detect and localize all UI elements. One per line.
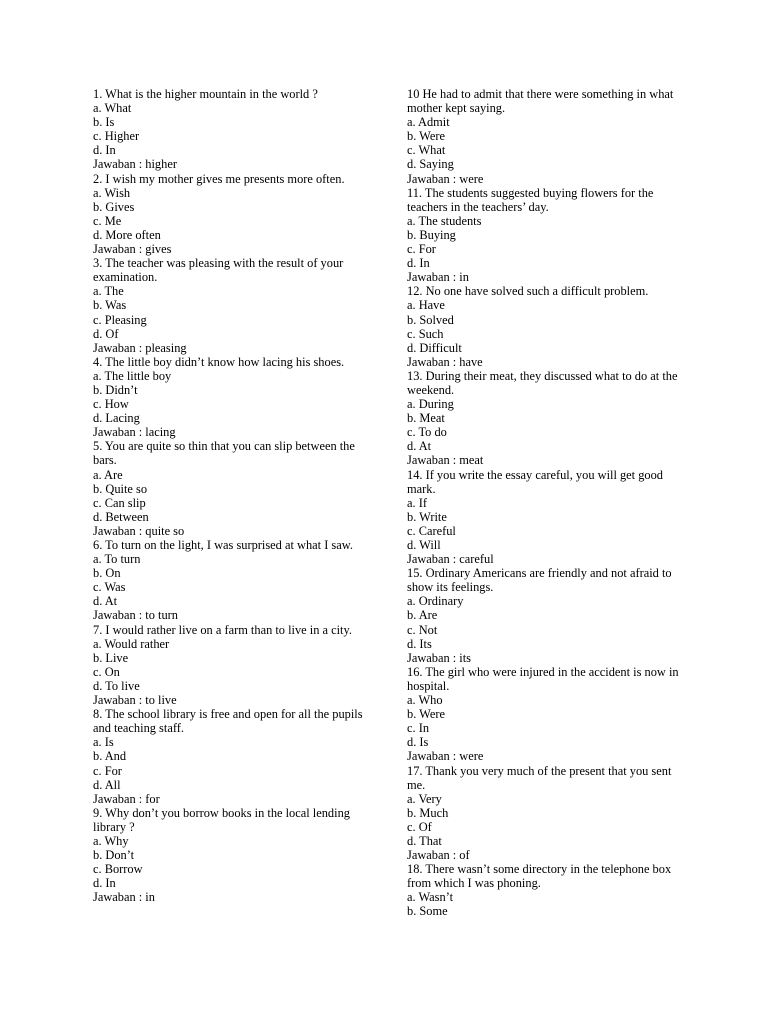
answer-option: d. In xyxy=(93,143,116,158)
answer-option: b. Some xyxy=(407,904,448,919)
right-column xyxy=(407,87,682,919)
question-text: 6. To turn on the light, I was surprised at what I saw. xyxy=(93,538,353,552)
answer-key: Jawaban : in xyxy=(407,270,469,285)
left-column xyxy=(93,87,373,904)
answer-key: Jawaban : in xyxy=(93,890,155,905)
answer-option: b. Didn’t xyxy=(93,382,138,397)
answer-option: b. Buying xyxy=(407,227,456,242)
answer-option: b. Gives xyxy=(93,199,135,214)
answer-option: d. All xyxy=(93,777,121,792)
answer-option: a. Why xyxy=(93,833,129,848)
answer-option: a. Wish xyxy=(93,185,131,200)
answer-option: b. Are xyxy=(407,608,438,623)
question-block xyxy=(407,665,682,764)
answer-option: c. In xyxy=(407,721,430,736)
answer-option: d. In xyxy=(407,256,430,271)
answer-option: b. Is xyxy=(93,115,115,130)
answer-option: b. Were xyxy=(407,707,445,722)
question-text: 18. There wasn’t some directory in the telephone box from which I was phoning. xyxy=(407,862,672,891)
question-block xyxy=(407,369,682,468)
answer-key: Jawaban : pleasing xyxy=(93,340,187,355)
question-text: 2. I wish my mother gives me presents more often. xyxy=(93,171,345,186)
question-text: 15. Ordinary Americans are friendly and not afraid to show its feelings. xyxy=(407,566,672,595)
answer-option: b. Don’t xyxy=(93,848,135,863)
answer-option: b. Solved xyxy=(407,312,454,327)
answer-key: Jawaban : to turn xyxy=(93,608,178,623)
answer-key: Jawaban : careful xyxy=(407,552,494,567)
answer-option: a. The little boy xyxy=(93,368,172,383)
answer-option: c. To do xyxy=(407,425,447,440)
question-block xyxy=(93,355,373,440)
answer-option: b. Write xyxy=(407,509,447,524)
answer-option: c. On xyxy=(93,664,120,679)
answer-option: d. More often xyxy=(93,227,161,242)
answer-option: b. Quite so xyxy=(93,481,148,496)
answer-option: d. Of xyxy=(93,326,119,341)
answer-option: a. If xyxy=(407,495,427,510)
answer-option: a. Are xyxy=(93,467,123,482)
question-text: 7. I would rather live on a farm than to live in a city. xyxy=(93,622,352,637)
answer-option: a. During xyxy=(407,397,454,412)
question-text: 8. The school library is free and open for all the pupils and teaching staff. xyxy=(93,707,363,736)
answer-key: Jawaban : lacing xyxy=(93,425,176,440)
question-text: 13. During their meat, they discussed what to do at the weekend. xyxy=(407,368,678,397)
answer-key: Jawaban : of xyxy=(407,848,470,863)
answer-option: b. And xyxy=(93,749,127,764)
answer-key: Jawaban : higher xyxy=(93,157,177,172)
answer-key: Jawaban : its xyxy=(407,650,472,665)
question-block xyxy=(93,87,373,172)
question-block xyxy=(93,538,373,623)
question-block xyxy=(407,566,682,665)
answer-option: c. For xyxy=(93,763,122,778)
answer-option: a. Who xyxy=(407,693,443,708)
question-text: 3. The teacher was pleasing with the result of your examination. xyxy=(93,256,344,285)
answer-option: c. Pleasing xyxy=(93,312,147,327)
question-text: 4. The little boy didn’t know how lacing his shoes. xyxy=(93,354,345,369)
question-text: 9. Why don’t you borrow books in the local lending library ? xyxy=(93,805,350,834)
answer-option: a. The xyxy=(93,284,124,299)
answer-option: b. Meat xyxy=(407,411,445,426)
answer-option: b. Was xyxy=(93,298,127,313)
answer-option: c. Can slip xyxy=(93,495,146,510)
answer-option: d. At xyxy=(407,439,432,454)
answer-option: c. Not xyxy=(407,622,438,637)
answer-key: Jawaban : gives xyxy=(93,242,172,257)
question-text: 10 He had to admit that there were something in what mother kept saying. xyxy=(407,87,674,116)
answer-key: Jawaban : for xyxy=(93,791,160,806)
answer-option: a. To turn xyxy=(93,552,141,567)
answer-option: c. Me xyxy=(93,213,122,228)
question-block xyxy=(93,707,373,806)
question-block xyxy=(93,439,373,538)
question-text: 16. The girl who were injured in the accident is now in hospital. xyxy=(407,664,679,693)
answer-option: b. On xyxy=(93,566,121,581)
answer-option: c. Such xyxy=(407,326,444,341)
answer-key: Jawaban : were xyxy=(407,171,484,186)
answer-option: a. Very xyxy=(407,791,442,806)
question-text: 12. No one have solved such a difficult problem. xyxy=(407,284,649,299)
answer-option: b. Live xyxy=(93,650,129,665)
answer-option: d. Between xyxy=(93,509,149,524)
question-block xyxy=(407,284,682,369)
answer-option: d. Is xyxy=(407,735,429,750)
question-text: 14. If you write the essay careful, you will get good mark. xyxy=(407,467,664,496)
answer-option: a. What xyxy=(93,101,132,116)
answer-option: a. Have xyxy=(407,298,445,313)
answer-key: Jawaban : quite so xyxy=(93,523,185,538)
answer-option: d. At xyxy=(93,594,118,609)
answer-option: d. In xyxy=(93,876,116,891)
answer-option: c. For xyxy=(407,242,436,257)
answer-option: c. Of xyxy=(407,819,432,834)
answer-key: Jawaban : to live xyxy=(93,693,177,708)
question-block xyxy=(93,806,373,905)
question-block xyxy=(407,186,682,285)
question-block xyxy=(93,256,373,355)
answer-option: b. Were xyxy=(407,129,445,144)
answer-option: c. How xyxy=(93,397,129,412)
answer-key: Jawaban : were xyxy=(407,749,484,764)
question-text: 1. What is the higher mountain in the world ? xyxy=(93,87,318,101)
answer-option: d. Lacing xyxy=(93,411,140,426)
answer-option: a. Is xyxy=(93,735,114,750)
question-block xyxy=(407,468,682,567)
answer-option: d. Difficult xyxy=(407,340,462,355)
answer-option: a. Would rather xyxy=(93,636,170,651)
question-text: 5. You are quite so thin that you can slip between the bars. xyxy=(93,439,355,468)
answer-option: d. Its xyxy=(407,636,432,651)
answer-option: d. To live xyxy=(93,678,140,693)
answer-option: d. That xyxy=(407,833,442,848)
answer-option: a. The students xyxy=(407,213,482,228)
answer-option: c. Higher xyxy=(93,129,140,144)
answer-option: c. Careful xyxy=(407,523,456,538)
answer-option: c. Borrow xyxy=(93,862,143,877)
question-block xyxy=(407,862,682,918)
answer-option: a. Ordinary xyxy=(407,594,464,609)
answer-option: c. Was xyxy=(93,580,126,595)
question-block xyxy=(407,87,682,186)
question-text: 11. The students suggested buying flowers for the teachers in the teachers’ day. xyxy=(407,185,654,214)
answer-option: a. Wasn’t xyxy=(407,890,454,905)
answer-option: c. What xyxy=(407,143,446,158)
answer-key: Jawaban : meat xyxy=(407,453,484,468)
answer-option: a. Admit xyxy=(407,115,450,130)
answer-option: d. Saying xyxy=(407,157,454,172)
question-text: 17. Thank you very much of the present that you sent me. xyxy=(407,763,672,792)
question-block xyxy=(407,764,682,863)
answer-option: d. Will xyxy=(407,538,441,552)
answer-option: b. Much xyxy=(407,805,449,820)
question-block xyxy=(93,172,373,257)
answer-key: Jawaban : have xyxy=(407,354,483,369)
question-block xyxy=(93,623,373,708)
